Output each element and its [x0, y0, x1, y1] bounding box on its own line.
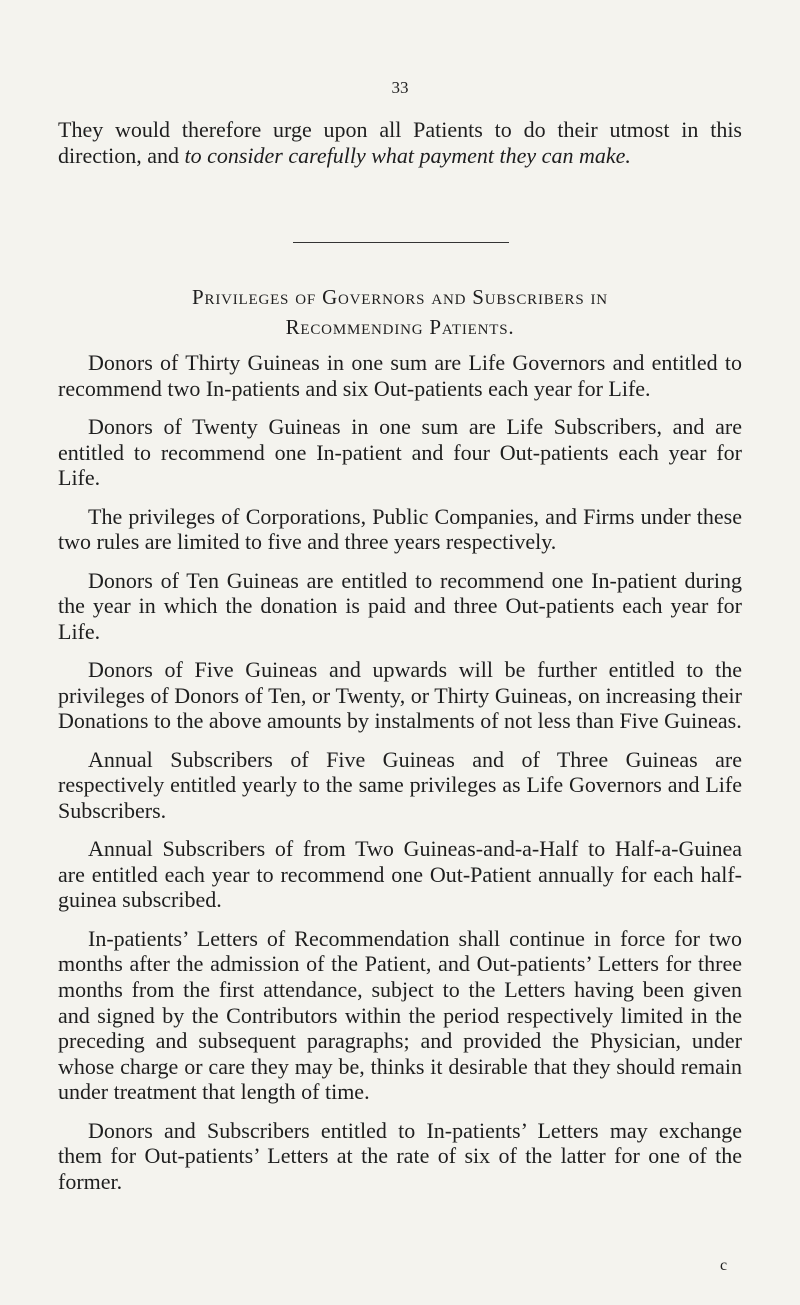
signature-mark: c [720, 1257, 728, 1274]
rules-body [58, 350, 742, 1207]
rule-paragraph-ten-guineas: Donors of Ten Guineas are entitled to recommend one In-patient during the year in which the donation is paid and three Out-patients each year for Life. [58, 567, 742, 644]
intro-paragraph [58, 117, 742, 168]
rule-paragraph-twenty-guineas: Donors of Twenty Guineas in one sum are Life Subscribers, and are entitled to recommend one In-patient and four Out-patients each year for Life. [58, 413, 742, 491]
intro-text: They would therefore urge upon all Patients to do their utmost in this direction, and [58, 117, 742, 168]
section-divider [293, 242, 509, 243]
heading-line-1: Privileges of Governors and Subscribers in [192, 285, 608, 309]
rule-paragraph-annual-subscribers: Annual Subscribers of Five Guineas and of Three Guineas are respectively entitled yearly to the same privileges as Life Governors and Life Subscribers. [58, 746, 742, 823]
rule-paragraph-five-guineas: Donors of Five Guineas and upwards will be further entitled to the privileges of Donors of Ten, or Twenty, or Thirty Guineas, on increasing their Donations to the above amounts by instalments of not less than Five Guineas. [58, 657, 742, 734]
rule-paragraph-corporations: The privileges of Corporations, Public Companies, and Firms under these two rules are limited to five and three years respectively. [58, 503, 742, 555]
rule-paragraph-half-guinea: Annual Subscribers of from Two Guineas-and-a-Half to Half-a-Guinea are entitled each year to recommend one Out-Patient annually for each half-guinea subscribed. [58, 836, 742, 913]
section-heading [40, 282, 760, 342]
rule-paragraph-exchange: Donors and Subscribers entitled to In-patients’ Letters may exchange them for Out-patients’ Letters at the rate of six of the latter for one of the former. [58, 1117, 742, 1194]
rule-paragraph-letters: In-patients’ Letters of Recommendation shall continue in force for two months after the admission of the Patient, and Out-patients’ Letters for three months from the first attendance, subject to the Letters having been given and signed by the Contributors within the period respectively limited in the preceding and subsequent paragraphs; and provided the Physician, under whose charge or care they may be, thinks it desirable that they should remain under treatment that length of time. [58, 925, 742, 1105]
rule-paragraph-thirty-guineas: Donors of Thirty Guineas in one sum are Life Governors and entitled to recommend two In-patients and six Out-patients each year for Life. [58, 350, 742, 401]
heading-line-2: Recommending Patients. [285, 315, 515, 339]
page-number: 33 [391, 78, 409, 97]
intro-emphasis: to consider carefully what payment they can make. [184, 142, 631, 168]
